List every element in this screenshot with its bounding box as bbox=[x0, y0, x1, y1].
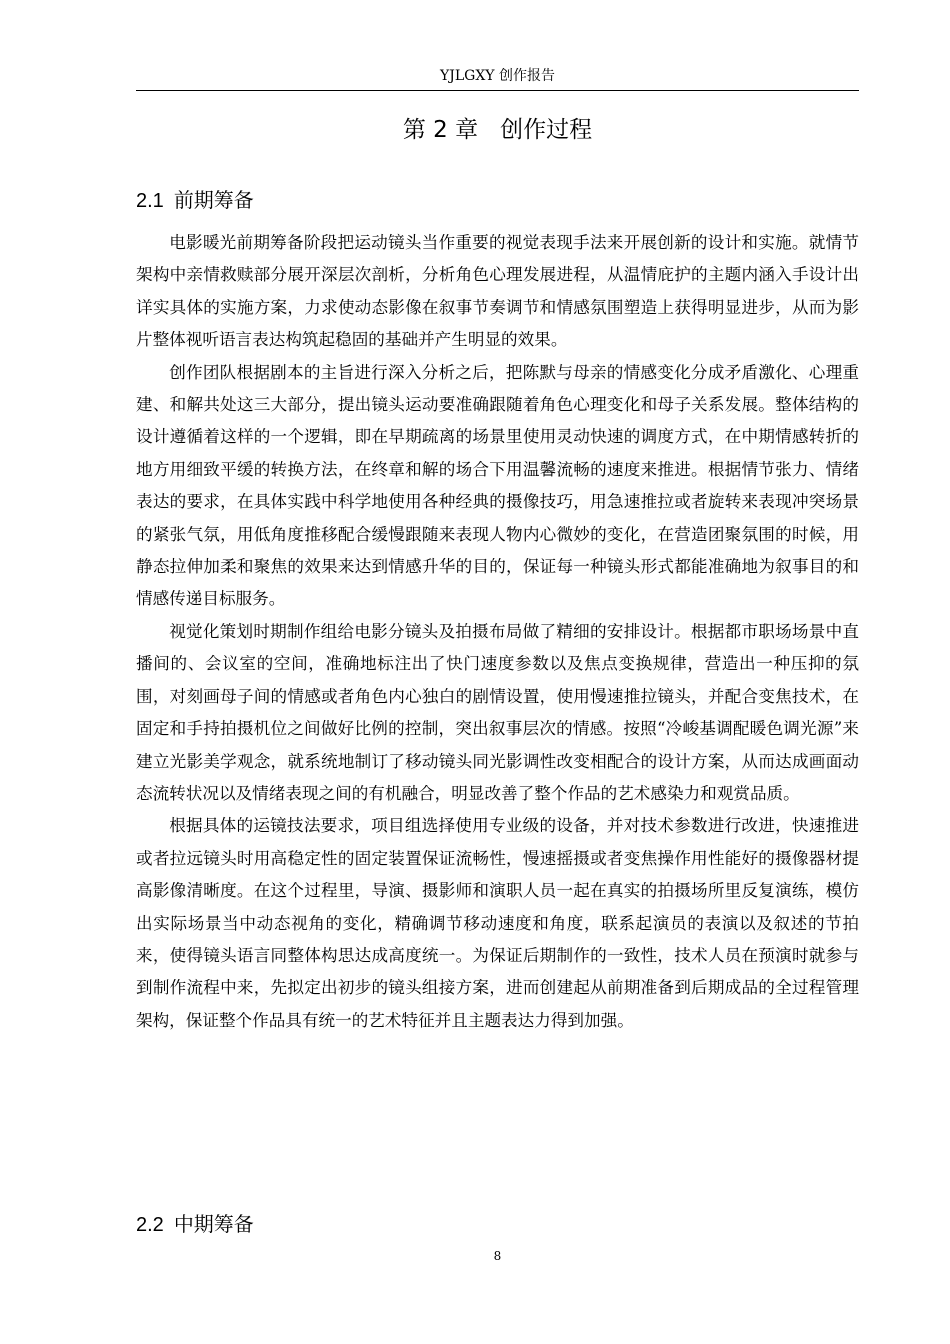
paragraph: 创作团队根据剧本的主旨进行深入分析之后，把陈默与母亲的情感变化分成矛盾激化、心理重建、和解共处这三大部分，提出镜头运动要准确跟随着角色心理变化和母子关系发展。整体结构的设计遵循着这样的一个逻辑，即在早期疏离的场景里使用灵动快速的调度方式，在中期情感转折的地方用细致平缓的转换方法，在终章和解的场合下用温馨流畅的速度来推进。根据情节张力、情绪表达的要求，在具体实践中科学地使用各种经典的摄像技巧，用急速推拉或者旋转来表现冲突场景的紧张气氛，用低角度推移配合缓慢跟随来表现人物内心微妙的变化，在营造团聚氛围的时候，用静态拉伸加柔和聚焦的效果来达到情感升华的目的，保证每一种镜头形式都能准确地为叙事目的和情感传递目标服务。 bbox=[136, 362, 859, 609]
section-number: 2.2 bbox=[136, 1214, 164, 1236]
paragraph: 视觉化策划时期制作组给电影分镜头及拍摄布局做了精细的安排设计。根据都市职场场景中直播间的、会议室的空间，准确地标注出了快门速度参数以及焦点变换规律，营造出一种压抑的氛围，对刻画母子间的情感或者角色内心独白的剧情设置，使用慢速推拉镜头，并配合变焦技术，在固定和手持拍摄机位之间做好比例的控制，突出叙事层次的情感。按照“冷峻基调配暖色调光源”来建立光影美学观念，就系统地制订了移动镜头同光影调性改变相配合的设计方案，从而达成画面动态流转状况以及情绪表现之间的有机融合，明显改善了整个作品的艺术感染力和观赏品质。 bbox=[136, 621, 859, 803]
chapter-name: 创作过程 bbox=[500, 117, 593, 143]
page-number: 8 bbox=[493, 1249, 502, 1263]
chapter-title bbox=[136, 114, 859, 146]
section-body bbox=[136, 227, 859, 1037]
section-title: 前期筹备 bbox=[173, 188, 254, 212]
section-heading-2-2 bbox=[136, 1210, 859, 1239]
chapter-number: 第 2 章 bbox=[402, 117, 479, 143]
section-title: 中期筹备 bbox=[173, 1212, 254, 1236]
paragraph: 根据具体的运镜技法要求，项目组选择使用专业级的设备，并对技术参数进行改进，快速推进或者拉远镜头时用高稳定性的固定装置保证流畅性，慢速摇摄或者变焦操作用性能好的摄像器材提高影像清晰度。在这个过程里，导演、摄影师和演职人员一起在真实的拍摄场所里反复演练，模仿出实际场景当中动态视角的变化，精确调节移动速度和角度，联系起演员的表演以及叙述的节拍来，使得镜头语言同整体构思达成高度统一。为保证后期制作的一致性，技术人员在预演时就参与到制作流程中来，先拟定出初步的镜头组接方案，进而创建起从前期准备到后期成品的全过程管理架构，保证整个作品具有统一的艺术特征并且主题表达力得到加强。 bbox=[136, 816, 859, 1030]
header-rule bbox=[136, 90, 859, 91]
running-header: YJLGXY 创作报告 bbox=[440, 68, 555, 84]
paragraph: 电影暖光前期筹备阶段把运动镜头当作重要的视觉表现手法来开展创新的设计和实施。就情节架构中亲情救赎部分展开深层次剖析，分析角色心理发展进程，从温情庇护的主题内涵入手设计出详实具体的实施方案，力求使动态影像在叙事节奏调节和情感氛围塑造上获得明显进步，从而为影片整体视听语言表达构筑起稳固的基础并产生明显的效果。 bbox=[136, 233, 859, 350]
section-heading-2-1 bbox=[136, 186, 859, 215]
section-number: 2.1 bbox=[136, 190, 164, 212]
